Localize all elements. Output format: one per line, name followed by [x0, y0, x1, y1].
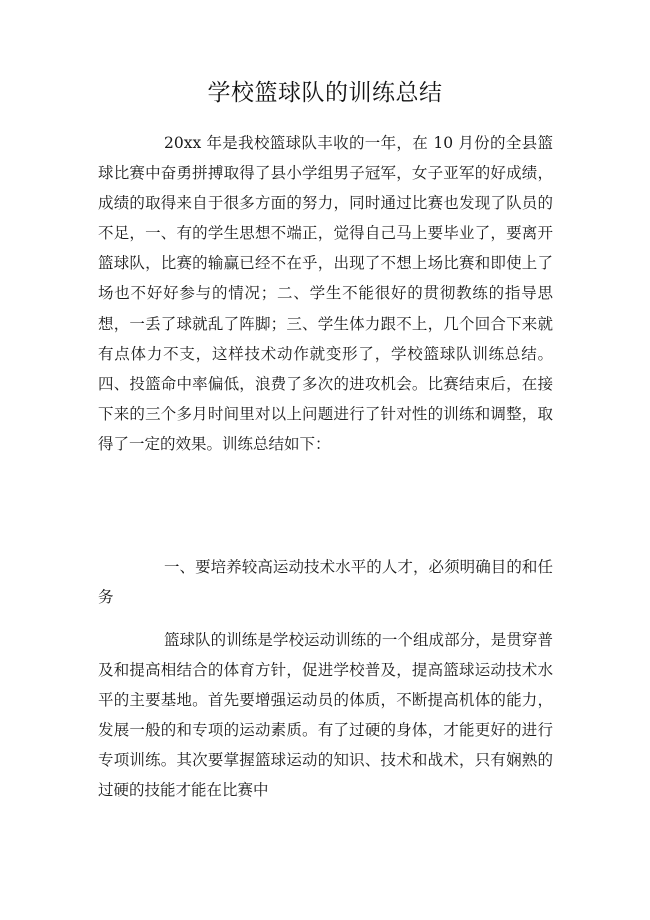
document-title: 学校篮球队的训练总结 [207, 80, 443, 106]
paragraph-section-1: 篮球队的训练是学校运动训练的一个组成部分，是贯穿普及和提高相结合的体育方针，促进学校普及，提高篮球运动技术水平的主要基地。首先要增强运动员的体质，不断提高机体的能力，发展一般的和专项的运动素质。有了过硬的身体，才能更好的进行专项训练。其次要掌握篮球运动的知识、技术和战术，只有娴熟的过硬的技能才能在比赛中 [98, 631, 553, 800]
section-heading-1: 一、要培养较高运动技术水平的人才，必须明确目的和任务 [98, 558, 553, 607]
paragraph-intro: 20xx 年是我校篮球队丰收的一年，在 10 月份的全县篮球比赛中奋勇拼搏取得了县小学组男子冠军，女子亚军的好成绩，成绩的取得来自于很多方面的努力，同时通过比赛也发现了队员的不足，一、有的学生思想不端正，觉得自己马上要毕业了，要离开篮球队，比赛的输赢已经不在乎，出现了不想上场比赛和即使上了场也不好好参与的情况；二、学生不能很好的贯彻教练的指导思想，一丢了球就乱了阵脚；三、学生体力跟不上，几个回合下来就有点体力不支，这样技术动作就变形了，学校篮球队训练总结。四、投篮命中率偏低，浪费了多次的进攻机会。比赛结束后，在接下来的三个多月时间里对以上问题进行了针对性的训练和调整，取得了一定的效果。训练总结如下： [98, 134, 553, 453]
